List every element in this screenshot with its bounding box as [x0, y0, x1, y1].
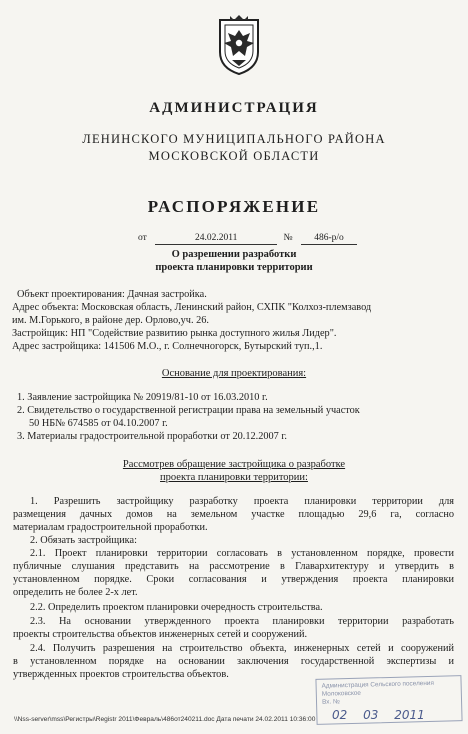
district-line-2: МОСКОВСКОЙ ОБЛАСТИ — [148, 149, 320, 163]
administration-title: АДМИНИСТРАЦИЯ — [149, 100, 319, 116]
subject-line-1: О разрешении разработки — [171, 249, 297, 260]
hand-year: 2011 — [394, 708, 425, 722]
considered-line-1: Рассмотрев обращение застройщика о разработке — [122, 459, 346, 470]
considered-line-2: проекта планировки территории: — [160, 472, 308, 483]
clause-2: 2. Обязать застройщика: — [30, 535, 137, 546]
date-number-line — [138, 233, 357, 245]
basis-item-2-cont: 50 НБ№ 674585 от 04.10.2007 г. — [29, 418, 168, 429]
order-date: 24.02.2011 — [155, 233, 277, 245]
number-sign: № — [283, 233, 293, 243]
basis-heading — [0, 368, 468, 379]
clause-2-4-line-2: в установленном порядке на основании заключения государственной экспертизы и — [13, 656, 454, 667]
object-line-2: Адрес объекта: Московская область, Ленинский район, СХПК "Колхоз-племзавод — [12, 302, 372, 313]
order-subject — [0, 248, 468, 274]
hand-month: 03 — [363, 708, 379, 722]
order-number: 486-р/о — [301, 233, 357, 245]
file-path-footer: \\Nss-server\mss\Регистры\Registr 2011\Февраль\486от240211.doc Дата печати 24.02.2011 10:36:00 — [14, 716, 316, 723]
clause-1-line-2: размещения дачных домов на земельном участке площадью 29,6 га, согласно — [13, 509, 454, 520]
object-line-1: Объект проектирования: Дачная застройка. — [17, 289, 207, 300]
coat-of-arms-icon — [216, 14, 262, 76]
considered-heading — [0, 458, 468, 484]
handwritten-date — [332, 708, 437, 722]
clause-2-3-line-2: проекты строительства объектов инженерных сетей и сооружений. — [13, 629, 308, 640]
date-prefix: от — [138, 233, 147, 243]
subject-line-2: проекта планировки территории — [155, 262, 313, 273]
stamp-line-1: Администрация Сельского поселения — [321, 679, 434, 690]
clause-2-4-line-1: 2.4. Получить разрешения на строительство объекта, инженерных сетей и сооружений — [30, 643, 454, 654]
clause-2-1-line-2: публичные слушания представить на рассмотрение в Главархитектуру и утвердить в — [13, 561, 454, 572]
clause-1-line-1: 1. Разрешить застройщику разработку проекта планировки территории для — [30, 496, 454, 507]
basis-heading-text: Основание для проектирования: — [161, 368, 307, 379]
district-name — [0, 131, 468, 165]
object-line-4: Застройщик: НП "Содействие развитию рынка доступного жилья Лидер". — [12, 328, 337, 339]
stamp-line-3: Вх. № — [321, 698, 340, 706]
basis-item-1: 1. Заявление застройщика № 20919/81-10 от 16.03.2010 г. — [17, 392, 268, 403]
basis-item-2: 2. Свидетельство о государственной регистрации права на земельный участок — [17, 405, 360, 416]
clause-2-1-line-1: 2.1. Проект планировки территории согласовать в установленном порядке, провести — [30, 548, 454, 559]
clause-2-2: 2.2. Определить проектом планировки очередность строительства. — [30, 602, 323, 613]
object-line-3: им. М.Горького, в районе дер. Орлово,уч. 26. — [12, 315, 210, 326]
basis-item-3: 3. Материалы градостроительной проработки от 20.12.2007 г. — [17, 431, 288, 442]
clause-1-line-3: материалам градостроительной проработки. — [13, 522, 208, 533]
clause-2-3-line-1: 2.3. На основании утвержденного проекта планировки территории разработать — [30, 616, 454, 627]
document-type-title: РАСПОРЯЖЕНИЕ — [147, 197, 321, 216]
stamp-line-2: Молоковское — [321, 689, 361, 698]
clause-2-1-line-3: установленном порядке. Сроки согласования и утверждения проекта планировки — [13, 574, 454, 585]
hand-day: 02 — [332, 708, 348, 722]
district-line-1: ЛЕНИНСКОГО МУНИЦИПАЛЬНОГО РАЙОНА — [82, 132, 386, 146]
clause-2-1-line-4: определить не более 2-х лет. — [13, 587, 138, 598]
clause-2-4-line-3: утвержденных проектов строительства объектов. — [13, 669, 229, 680]
object-line-5: Адрес застройщика: 141506 М.О., г. Солнечногорск, Бутырский туп.,1. — [12, 341, 323, 352]
